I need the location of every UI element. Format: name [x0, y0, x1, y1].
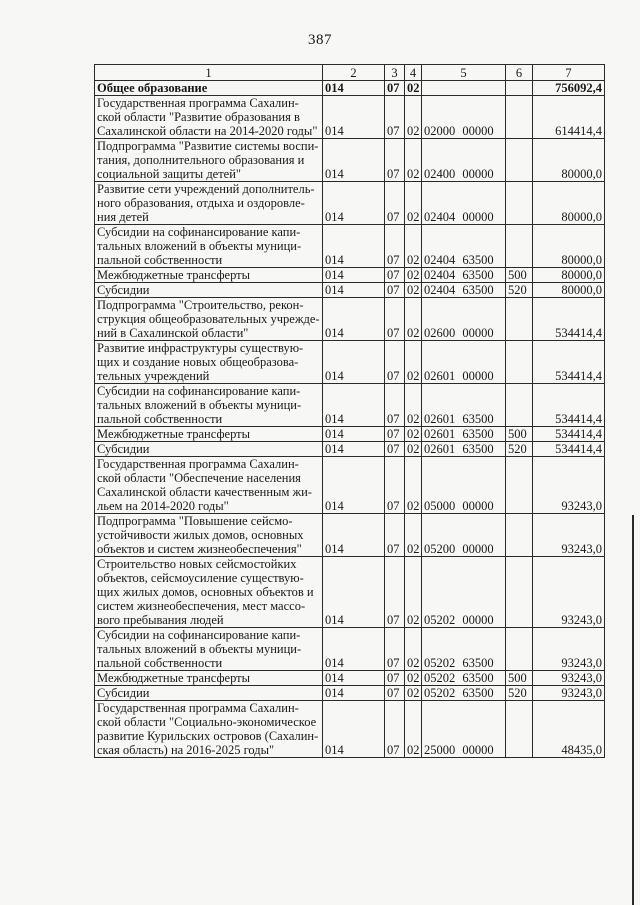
- row-rz-cell: 07: [385, 384, 405, 427]
- row-sum-cell: 534414,4: [533, 341, 605, 384]
- header-cell-sum: 7: [533, 65, 605, 81]
- row-rz-cell: 07: [385, 671, 405, 686]
- row-name-line: ской области "Обеспечение населения: [97, 471, 301, 485]
- row-pr-cell: 02: [405, 182, 422, 225]
- row-name-cell: [95, 225, 323, 268]
- table-row: [95, 268, 605, 283]
- row-name-line: социальной защиты детей": [97, 167, 242, 181]
- row-rz-cell: 07: [385, 686, 405, 701]
- row-pr-cell: 02: [405, 557, 422, 628]
- row-name-line: Межбюджетные трансферты: [97, 671, 251, 685]
- row-ved-cell: 014: [323, 283, 385, 298]
- row-pr-cell: 02: [405, 225, 422, 268]
- row-vr-cell: [506, 514, 533, 557]
- table-row: [95, 427, 605, 442]
- row-pr-cell: 02: [405, 442, 422, 457]
- table-row: [95, 283, 605, 298]
- page-number: 387: [308, 32, 332, 48]
- row-vr-cell: [506, 341, 533, 384]
- row-csr-cell: 02601 63500: [422, 384, 506, 427]
- row-name-line: развитие Курильских островов (Сахалин-: [97, 729, 319, 743]
- row-name-line: систем жизнеобеспечения, мест массо-: [97, 599, 306, 613]
- row-name-line: Государственная программа Сахалин-: [97, 96, 299, 110]
- row-name-line: устойчивости жилых домов, основных: [97, 528, 304, 542]
- row-ved-cell: 014: [323, 457, 385, 514]
- row-pr-cell: 02: [405, 283, 422, 298]
- row-name-line: Межбюджетные трансферты: [97, 427, 251, 441]
- row-name-line: Субсидии: [97, 283, 150, 297]
- row-ved-cell: 014: [323, 225, 385, 268]
- row-name-cell: [95, 427, 323, 442]
- row-vr-cell: [506, 81, 533, 96]
- row-name-line: вого пребывания людей: [97, 613, 224, 627]
- row-rz-cell: 07: [385, 457, 405, 514]
- row-rz-cell: 07: [385, 225, 405, 268]
- row-sum-cell: 80000,0: [533, 268, 605, 283]
- row-name-cell: [95, 283, 323, 298]
- row-vr-cell: [506, 457, 533, 514]
- row-sum-cell: 93243,0: [533, 628, 605, 671]
- table-row: [95, 671, 605, 686]
- row-rz-cell: 07: [385, 283, 405, 298]
- row-sum-cell: 534414,4: [533, 427, 605, 442]
- row-pr-cell: 02: [405, 81, 422, 96]
- row-ved-cell: 014: [323, 182, 385, 225]
- row-vr-cell: 500: [506, 671, 533, 686]
- row-name-line: ного образования, отдыха и оздоровле-: [97, 196, 305, 210]
- row-csr-cell: 02404 63500: [422, 225, 506, 268]
- row-pr-cell: 02: [405, 514, 422, 557]
- table-body: [95, 81, 605, 758]
- row-name-line: ния детей: [97, 210, 149, 224]
- row-csr-cell: 05200 00000: [422, 514, 506, 557]
- table-row: [95, 139, 605, 182]
- row-name-cell: [95, 686, 323, 701]
- table-row: [95, 442, 605, 457]
- row-vr-cell: [506, 182, 533, 225]
- row-name-line: Общее образование: [97, 81, 208, 95]
- row-name-line: Строительство новых сейсмостойких: [97, 557, 297, 571]
- row-vr-cell: 500: [506, 268, 533, 283]
- row-rz-cell: 07: [385, 557, 405, 628]
- row-vr-cell: [506, 628, 533, 671]
- row-name-line: струкция общеобразовательных учрежде-: [97, 312, 320, 326]
- row-sum-cell: 756092,4: [533, 81, 605, 96]
- header-cell-name: 1: [95, 65, 323, 81]
- row-rz-cell: 07: [385, 139, 405, 182]
- row-name-cell: [95, 514, 323, 557]
- row-name-line: тальных вложений в объекты муници-: [97, 398, 302, 412]
- row-ved-cell: 014: [323, 298, 385, 341]
- row-ved-cell: 014: [323, 686, 385, 701]
- header-cell-ved: 2: [323, 65, 385, 81]
- row-name-line: Государственная программа Сахалин-: [97, 457, 299, 471]
- row-vr-cell: 500: [506, 427, 533, 442]
- row-pr-cell: 02: [405, 298, 422, 341]
- row-rz-cell: 07: [385, 96, 405, 139]
- row-sum-cell: 48435,0: [533, 701, 605, 758]
- row-name-line: Сахалинской области качественным жи-: [97, 485, 312, 499]
- row-vr-cell: [506, 225, 533, 268]
- row-csr-cell: 05202 63500: [422, 628, 506, 671]
- row-ved-cell: 014: [323, 628, 385, 671]
- row-ved-cell: 014: [323, 701, 385, 758]
- row-name-cell: [95, 384, 323, 427]
- row-name-line: Подпрограмма "Развитие системы воспи-: [97, 139, 319, 153]
- row-sum-cell: 534414,4: [533, 298, 605, 341]
- table-row: [95, 182, 605, 225]
- row-csr-cell: 05202 63500: [422, 671, 506, 686]
- row-pr-cell: 02: [405, 671, 422, 686]
- row-sum-cell: 93243,0: [533, 457, 605, 514]
- row-pr-cell: 02: [405, 139, 422, 182]
- row-name-line: Подпрограмма "Повышение сейсмо-: [97, 514, 293, 528]
- row-csr-cell: 05000 00000: [422, 457, 506, 514]
- row-name-line: Развитие инфраструктуры существую-: [97, 341, 304, 355]
- row-name-cell: [95, 268, 323, 283]
- row-csr-cell: 05202 63500: [422, 686, 506, 701]
- row-name-cell: [95, 701, 323, 758]
- row-pr-cell: 02: [405, 268, 422, 283]
- table-row: [95, 341, 605, 384]
- row-csr-cell: 02404 63500: [422, 283, 506, 298]
- row-pr-cell: 02: [405, 384, 422, 427]
- row-vr-cell: [506, 139, 533, 182]
- row-name-line: тальных вложений в объекты муници-: [97, 239, 302, 253]
- budget-table: [94, 64, 605, 758]
- row-pr-cell: 02: [405, 427, 422, 442]
- row-rz-cell: 07: [385, 268, 405, 283]
- row-csr-cell: 25000 00000: [422, 701, 506, 758]
- row-ved-cell: 014: [323, 341, 385, 384]
- row-name-cell: [95, 182, 323, 225]
- row-vr-cell: [506, 96, 533, 139]
- row-csr-cell: 05202 00000: [422, 557, 506, 628]
- row-name-line: Субсидии на софинансирование капи-: [97, 384, 301, 398]
- row-ved-cell: 014: [323, 442, 385, 457]
- row-name-line: пальной собственности: [97, 253, 223, 267]
- row-name-cell: [95, 671, 323, 686]
- row-name-line: Субсидии на софинансирование капи-: [97, 225, 301, 239]
- row-rz-cell: 07: [385, 298, 405, 341]
- row-sum-cell: 93243,0: [533, 686, 605, 701]
- row-name-line: Сахалинской области на 2014-2020 годы": [97, 124, 318, 138]
- row-sum-cell: 93243,0: [533, 671, 605, 686]
- table-row: [95, 81, 605, 96]
- row-pr-cell: 02: [405, 701, 422, 758]
- row-vr-cell: 520: [506, 442, 533, 457]
- scan-edge-line: [632, 515, 634, 905]
- row-sum-cell: 534414,4: [533, 442, 605, 457]
- row-name-line: пальной собственности: [97, 656, 223, 670]
- table-row: [95, 514, 605, 557]
- row-name-cell: [95, 298, 323, 341]
- row-ved-cell: 014: [323, 96, 385, 139]
- row-rz-cell: 07: [385, 442, 405, 457]
- row-name-cell: [95, 557, 323, 628]
- row-sum-cell: 80000,0: [533, 182, 605, 225]
- row-pr-cell: 02: [405, 96, 422, 139]
- row-pr-cell: 02: [405, 457, 422, 514]
- row-ved-cell: 014: [323, 427, 385, 442]
- row-name-cell: [95, 628, 323, 671]
- row-vr-cell: 520: [506, 686, 533, 701]
- row-vr-cell: [506, 298, 533, 341]
- row-csr-cell: 02000 00000: [422, 96, 506, 139]
- table-row: [95, 298, 605, 341]
- row-ved-cell: 014: [323, 139, 385, 182]
- table-row: [95, 384, 605, 427]
- row-name-line: Субсидии: [97, 686, 150, 700]
- row-pr-cell: 02: [405, 341, 422, 384]
- row-ved-cell: 014: [323, 514, 385, 557]
- row-name-line: Подпрограмма "Строительство, рекон-: [97, 298, 304, 312]
- row-ved-cell: 014: [323, 557, 385, 628]
- table-row: [95, 557, 605, 628]
- row-name-line: объектов и систем жизнеобеспечения": [97, 542, 302, 556]
- row-name-line: льем на 2014-2020 годы": [97, 499, 229, 513]
- header-cell-pr: 4: [405, 65, 422, 81]
- row-name-line: Межбюджетные трансферты: [97, 268, 251, 282]
- row-csr-cell: [422, 81, 506, 96]
- row-name-line: Субсидии: [97, 442, 150, 456]
- row-rz-cell: 07: [385, 427, 405, 442]
- row-rz-cell: 07: [385, 628, 405, 671]
- row-vr-cell: [506, 701, 533, 758]
- row-name-line: Развитие сети учреждений дополнитель-: [97, 182, 315, 196]
- row-name-line: тальных вложений в объекты муници-: [97, 642, 302, 656]
- table-row: [95, 225, 605, 268]
- row-name-line: ская область) на 2016-2025 годы": [97, 743, 275, 757]
- row-ved-cell: 014: [323, 384, 385, 427]
- header-cell-vr: 6: [506, 65, 533, 81]
- row-name-line: щих и создание новых общеобразова-: [97, 355, 299, 369]
- row-name-line: щих жилых домов, основных объектов и: [97, 585, 314, 599]
- row-rz-cell: 07: [385, 81, 405, 96]
- row-name-line: пальной собственности: [97, 412, 223, 426]
- table-row: [95, 457, 605, 514]
- row-csr-cell: 02404 00000: [422, 182, 506, 225]
- row-name-line: ний в Сахалинской области": [97, 326, 249, 340]
- row-sum-cell: 80000,0: [533, 283, 605, 298]
- row-name-cell: [95, 341, 323, 384]
- row-rz-cell: 07: [385, 341, 405, 384]
- row-ved-cell: 014: [323, 81, 385, 96]
- row-pr-cell: 02: [405, 686, 422, 701]
- header-cell-rz: 3: [385, 65, 405, 81]
- row-csr-cell: 02404 63500: [422, 268, 506, 283]
- row-rz-cell: 07: [385, 514, 405, 557]
- row-rz-cell: 07: [385, 701, 405, 758]
- row-name-line: ской области "Развитие образования в: [97, 110, 300, 124]
- table-row: [95, 96, 605, 139]
- row-name-cell: [95, 81, 323, 96]
- row-name-line: объектов, сейсмоусиление существую-: [97, 571, 304, 585]
- table-row: [95, 701, 605, 758]
- row-ved-cell: 014: [323, 268, 385, 283]
- row-pr-cell: 02: [405, 628, 422, 671]
- row-name-cell: [95, 442, 323, 457]
- row-sum-cell: 93243,0: [533, 557, 605, 628]
- row-csr-cell: 02400 00000: [422, 139, 506, 182]
- table-row: [95, 628, 605, 671]
- row-csr-cell: 02601 00000: [422, 341, 506, 384]
- row-name-line: тания, дополнительного образования и: [97, 153, 305, 167]
- row-name-cell: [95, 96, 323, 139]
- row-name-cell: [95, 139, 323, 182]
- row-sum-cell: 614414,4: [533, 96, 605, 139]
- row-name-line: тельных учреждений: [97, 369, 210, 383]
- row-name-line: Субсидии на софинансирование капи-: [97, 628, 301, 642]
- row-name-line: Государственная программа Сахалин-: [97, 701, 299, 715]
- row-sum-cell: 80000,0: [533, 225, 605, 268]
- row-vr-cell: 520: [506, 283, 533, 298]
- row-sum-cell: 93243,0: [533, 514, 605, 557]
- row-vr-cell: [506, 557, 533, 628]
- row-rz-cell: 07: [385, 182, 405, 225]
- row-csr-cell: 02601 63500: [422, 442, 506, 457]
- header-row: [95, 65, 605, 81]
- row-sum-cell: 80000,0: [533, 139, 605, 182]
- row-csr-cell: 02600 00000: [422, 298, 506, 341]
- table-row: [95, 686, 605, 701]
- row-sum-cell: 534414,4: [533, 384, 605, 427]
- row-vr-cell: [506, 384, 533, 427]
- row-ved-cell: 014: [323, 671, 385, 686]
- row-name-line: ской области "Социально-экономическое: [97, 715, 317, 729]
- header-cell-csr: 5: [422, 65, 506, 81]
- row-csr-cell: 02601 63500: [422, 427, 506, 442]
- row-name-cell: [95, 457, 323, 514]
